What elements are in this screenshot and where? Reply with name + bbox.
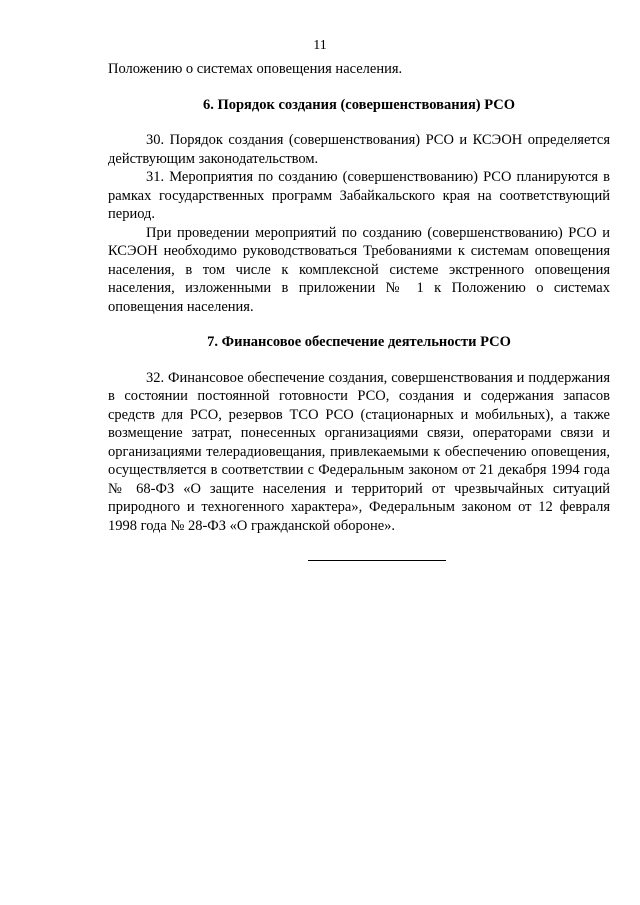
spacer bbox=[108, 316, 610, 333]
end-separator-line bbox=[308, 560, 446, 561]
spacer bbox=[108, 79, 610, 96]
paragraph-31: 31. Мероприятия по созданию (совершенствованию) РСО планируются в рамках государственных программ Забайкальского края на соответствующий период. bbox=[108, 169, 610, 222]
spacer bbox=[108, 114, 610, 131]
paragraph-30: 30. Порядок создания (совершенствования) РСО и КСЭОН определяется действующим законодательством. bbox=[108, 132, 610, 167]
paragraph-32: 32. Финансовое обеспечение создания, совершенствования и поддержания в состоянии постоянной готовности РСО, создания и содержания запасов средств для РСО, резервов ТСО РСО (стационарных и мобильных), а также возмещение затрат, понесенных организациями связи, операторами связи и организациями телерадиовещания, привлекаемыми к обеспечению оповещения, осуществляется в соответствии с Федеральным законом от 21 декабря 1994 года № 68-ФЗ «О защите населения и территорий от чрезвычайных ситуаций природного и техногенного характера», Федеральным законом от 12 февраля 1998 года № 28-ФЗ «О гражданской обороне». bbox=[108, 369, 610, 534]
page-number: 11 bbox=[313, 38, 327, 53]
spacer bbox=[108, 352, 610, 369]
section-7-heading: 7. Финансовое обеспечение деятельности РСО bbox=[207, 334, 511, 350]
section-6-heading: 6. Порядок создания (совершенствования) РСО bbox=[202, 96, 516, 113]
document-body bbox=[108, 60, 610, 535]
paragraph-31-continued: При проведении мероприятий по созданию (совершенствованию) РСО и КСЭОН необходимо руководствоваться Требованиями к системам оповещения населения, в том числе к комплексной системе экстренного оповещения населения, изложенными в приложении № 1 к Положению о системах оповещения населения. bbox=[108, 224, 610, 315]
intro-line: Положению о системах оповещения населения. bbox=[108, 61, 403, 77]
